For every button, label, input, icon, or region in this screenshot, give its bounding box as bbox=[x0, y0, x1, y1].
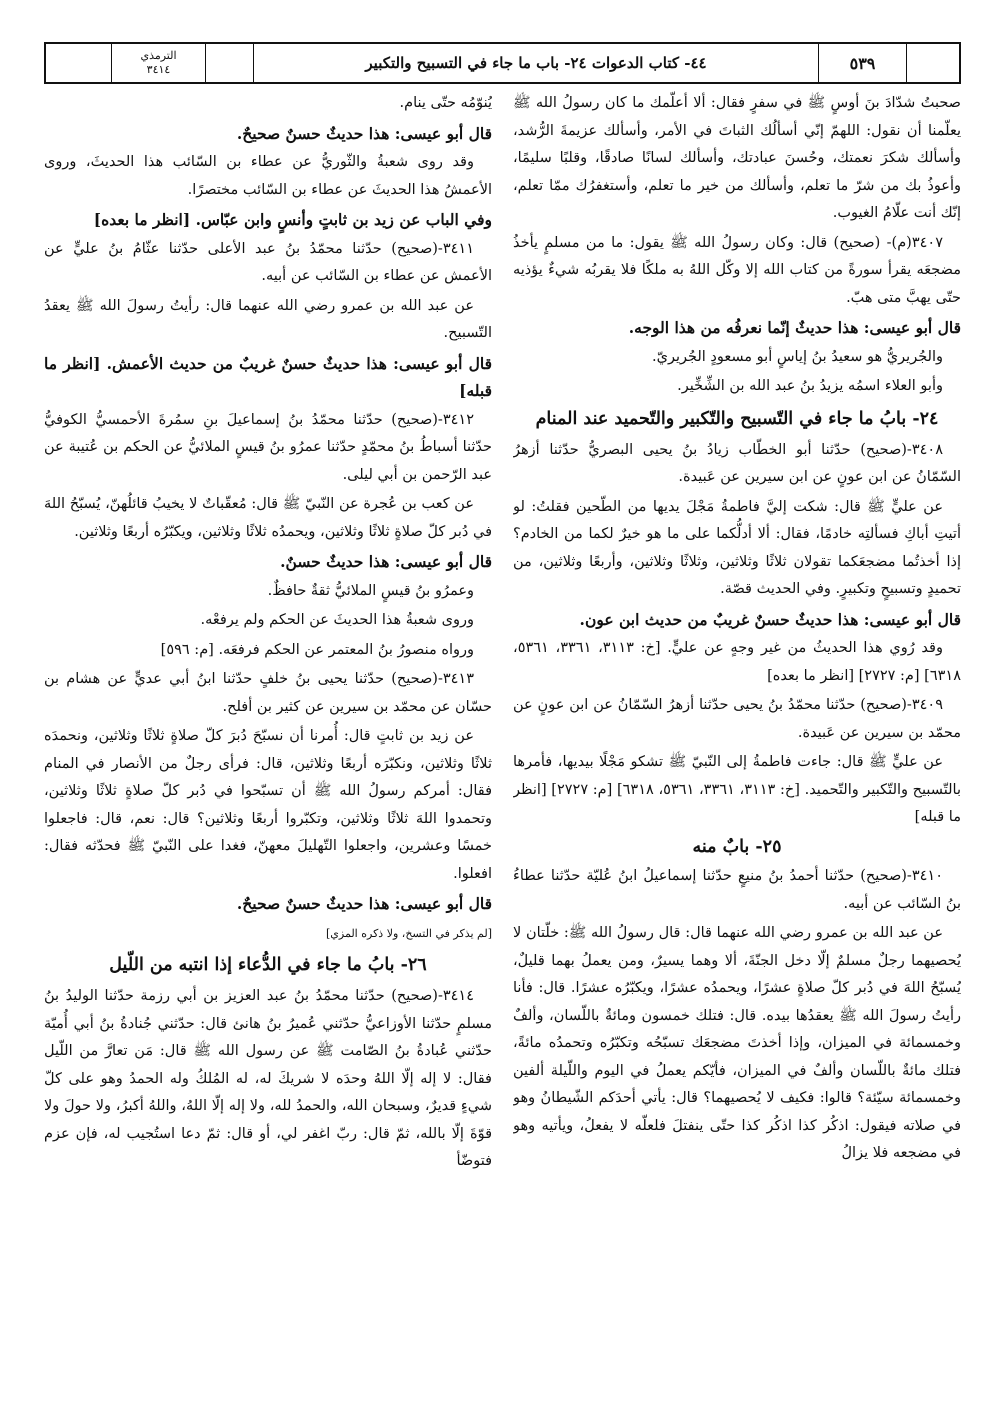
reference-note: [لم يذكر في التسخ، ولا ذكره المزي] bbox=[326, 926, 492, 940]
chapter-heading: ٢٤- بابُ ما جاء في التّسبيح والتّكبير والتّحميد عند المنام bbox=[535, 408, 939, 429]
reference-number: ٣٤١٤ bbox=[146, 63, 171, 76]
header-blank-cell bbox=[907, 44, 959, 82]
hadith-paragraph: ٣٤١١-(صحيح) حدّثنا محمّدُ بنُ عبد الأعلى حدّثنا عثّامُ بنُ عليٍّ عن الأعمش عن عطاء بن السّائب عن أبيه. bbox=[44, 240, 492, 284]
reference-book: الترمذي bbox=[140, 49, 177, 62]
hadith-paragraph: عن عليٍّ ﷺ قال: شكت إليَّ فاطمةُ مَجْلَ يديها من الطّحين فقلتُ: لو أتيتِ أباكِ فسألتِه خادمًا، فقال: ألا أدلُّكما على ما هو خيرٌ لكما من الخادم؟ إذا أخذتُما مضجعَكما تقولان ثلاثًا وثلاثين، وثلاثًا وثلاثين، وأربعًا وثلاثين، من تحميدٍ وتسبيحٍ وتكبيرٍ. وفي الحديث قصّة. bbox=[513, 498, 961, 597]
chapter-heading: ٢٥- بابٌ منه bbox=[692, 836, 782, 857]
grading-statement: قال أبو عيسى: هذا حديثٌ حسنٌ غريبٌ من حديث الأعمش. [انظر ما قبله] bbox=[44, 353, 492, 400]
hadith-paragraph: عن عبد الله بن عمرو رضي الله عنهما قال: قال رسولُ الله ﷺ: خلّتان لا يُحصيهما رجلٌ مسلمٌ إلّا دخل الجنّةَ، ألا وهما يسيرٌ، ومن يعملُ بهما قليلٌ، يُسبّحُ اللهَ في دُبر كلّ صلاةٍ عشرًا، ويحمدُه عشرًا، ويكبّرُه عشرًا. قال: فأنا رأيتُ رسولَ الله ﷺ يعقدُها بيده. قال: فتلك خمسون ومائةٌ باللّسان، وألفٌ وخمسمائة في الميزان، وإذا أخذتَ مضجعَك تسبّحُه وتكبّرُه وتحمدُه مائةً، فتلك مائةٌ باللّسان وألفٌ في الميزان، فأيّكم يعملُ في اليوم واللّيلة ألفين وخمسمائة سيّئة؟ قالوا: فكيف لا يُحصيهما؟ قال: يأتي أحدَكم الشّيطانُ وهو في صلاته فيقول: اذكُر كذا اذكُر كذا حتّى ينفتلَ فلعلّه لا يفعلُ، ويأتيه وهو في مضجعه فلا يزالُ bbox=[513, 925, 961, 1161]
hadith-paragraph: عن عليٍّ ﷺ قال: جاءت فاطمةُ إلى النّبيّ ﷺ تشكو مَجْلًا بيديها، فأمرها بالتّسبيح والتّكبير والتّحميد. [خ: ٣١١٣، ٣٣٦١، ٥٣٦١، ٦٣١٨] [م: ٢٧٢٧] [انظر ما قبله] bbox=[513, 754, 961, 825]
hadith-paragraph: وأبو العلاء اسمُه يزيدُ بنُ عبد الله بن الشِّخِّير. bbox=[677, 378, 943, 394]
hadith-paragraph: عن كعب بن عُجرة عن النّبيّ ﷺ قال: مُعقّباتٌ لا يخيبُ قائلُهنّ، يُسبّحُ اللهَ في دُبر كلّ صلاةٍ ثلاثًا وثلاثين، ويحمدُه ثلاثًا وثلاثين، ويكبّرُه أربعًا وثلاثين. bbox=[44, 496, 492, 540]
hadith-paragraph: صحبتُ شدّادَ بنَ أوسٍ ﷺ في سفرٍ فقال: ألا أعلّمك ما كان رسولُ الله ﷺ يعلّمنا أن نقول: اللهمّ إنّي أسألُك الثباتَ في الأمر، وأسألك عزيمةَ الرُّشد، وأسألك شكرَ نعمتك، وحُسنَ عبادتك، وأسألك لسانًا صادقًا، وقلبًا سليمًا، وأعوذُ بك من شرّ ما تعلم، وأسألك من خير ما تعلم، وأستغفرُك ممّا تعلم، إنّك أنت علّامُ الغيوب. bbox=[513, 95, 961, 221]
hadith-paragraph: وعمرُو بنُ قيسٍ الملائيُّ ثقةٌ حافظٌ. bbox=[267, 582, 474, 599]
header-blank-cell bbox=[206, 44, 254, 82]
hadith-paragraph: وقد روى شعبةُ والثّوريُّ عن عطاء بن السّائب هذا الحديثَ، وروى الأعمشُ هذا الحديثَ عن عطاء بن السّائب مختصرًا. bbox=[44, 154, 492, 198]
right-text-column bbox=[513, 90, 961, 1390]
header-blank-cell bbox=[46, 44, 112, 82]
grading-statement: قال أبو عيسى: هذا حديثٌ إنّما نعرفُه من هذا الوجه. bbox=[628, 318, 961, 337]
header-reference-cell bbox=[112, 44, 206, 82]
hadith-paragraph: وروى شعبةُ هذا الحديثَ عن الحكم ولم يرفعْه. bbox=[200, 612, 474, 628]
grading-statement: قال أبو عيسى: هذا حديثٌ حسنٌ صحيحٌ. bbox=[236, 123, 492, 143]
grading-statement: قال أبو عيسى: هذا حديثٌ حسنٌ صحيحٌ. bbox=[236, 894, 492, 913]
grading-statement: قال أبو عيسى: هذا حديثٌ حسنٌ. bbox=[280, 552, 492, 571]
page-header bbox=[44, 42, 961, 84]
grading-statement: وفي الباب عن زيد بن ثابتٍ وأنسٍ وابن عبّاس. [انظر ما بعده] bbox=[93, 210, 492, 229]
hadith-paragraph: ٣٤٠٧(م)- (صحيح) قال: وكان رسولُ الله ﷺ يقول: ما من مسلمٍ يأخذُ مضجعَه يقرأ سورةً من كتاب الله إلا وكّل اللهُ به ملكًا فلا يقربُه شيءٌ يؤذيه حتّى يهبَّ متى هبّ. bbox=[513, 234, 961, 306]
hadith-paragraph: عن زيد بن ثابتٍ قال: أُمرنا أن نسبّحَ دُبرَ كلّ صلاةٍ ثلاثًا وثلاثين، ونحمدَه ثلاثًا وثلاثين، ونكبّرَه أربعًا وثلاثين، قال: فرأى رجلٌ من الأنصار في المنام فقال: أمركم رسولُ الله ﷺ أن تسبّحوا في دُبر كلّ صلاةٍ ثلاثًا وثلاثين، وتحمدوا اللهَ ثلاثًا وثلاثين، وتكبّروا أربعًا وثلاثين؟ قال: نعم، قال: فاجعلوا خمسًا وعشرين، واجعلوا التّهليلَ معهنّ، فغدا على النّبيّ ﷺ فحدّثه فقال: افعلوا. bbox=[44, 728, 492, 882]
hadith-paragraph: ٣٤٠٨-(صحيح) حدّثنا أبو الخطّاب زيادُ بنُ يحيى البصريُّ حدّثنا أزهرُ السّمّانُ عن ابن عونٍ عن ابن سيرين عن عَبيدة. bbox=[513, 441, 961, 485]
hadith-paragraph: ٣٤٠٩-(صحيح) حدّثنا محمّدُ بنُ يحيى حدّثنا أزهرُ السّمّانُ عن ابن عونٍ عن محمّد بن سيرين عن عَبيدة. bbox=[513, 697, 961, 741]
hadith-paragraph: ٣٤١٢-(صحيح) حدّثنا محمّدُ بنُ إسماعيلَ بنِ سمُرةَ الأحمسيُّ الكوفيُّ حدّثنا أسباطُ بنُ محمّدٍ حدّثنا عمرُو بنُ قيسٍ الملائيُّ عن الحكم بن عُتيبة عن عبد الرّحمن بن أبي ليلى. bbox=[44, 411, 492, 483]
hadith-paragraph: وقد رُوي هذا الحديثُ من غير وجهٍ عن عليٍّ. [خ: ٣١١٣، ٣٣٦١، ٥٣٦١، ٦٣١٨] [م: ٢٧٢٧] [انظر ما بعده] bbox=[513, 640, 961, 684]
hadith-paragraph: يُنوّمُه حتّى ينام. bbox=[399, 95, 492, 111]
grading-statement: قال أبو عيسى: هذا حديثٌ حسنٌ غريبٌ من حديث ابن عون. bbox=[579, 609, 961, 629]
running-title: ٤٤- كتاب الدعوات ٢٤- باب ما جاء في التسبيح والتكبير bbox=[254, 44, 819, 82]
hadith-paragraph: عن عبد الله بن عمرو رضي الله عنهما قال: رأيتُ رسولَ الله ﷺ يعقدُ التّسبيح. bbox=[44, 297, 492, 341]
hadith-paragraph: والجُريريُّ هو سعيدُ بنُ إياسٍ أبو مسعودٍ الجُريريّ. bbox=[652, 348, 943, 365]
left-text-column bbox=[44, 90, 492, 1390]
page-number: ٥٣٩ bbox=[819, 44, 907, 82]
hadith-paragraph: ورواه منصورُ بنُ المعتمر عن الحكم فرفعَه. [م: ٥٩٦] bbox=[160, 641, 474, 658]
hadith-paragraph: ٣٤١٤-(صحيح) حدّثنا محمّدُ بنُ عبد العزيز بن أبي رزمة حدّثنا الوليدُ بنُ مسلمٍ حدّثنا الأوزاعيُّ حدّثني عُميرُ بنُ هانئ قال: حدّثني جُنادةُ بنُ أبي أُميّة حدّثني عُبادةُ بنُ الصّامت ﷺ عن رسول الله ﷺ قال: مَن تعارَّ من اللّيل فقال: لا إله إلّا اللهُ وحدَه لا شريكَ له، له المُلكُ وله الحمدُ وهو على كلّ شيءٍ قديرٌ، وسبحان الله، والحمدُ لله، ولا إله إلّا اللهُ، واللهُ أكبرُ، ولا حولَ ولا قوّةَ إلّا بالله، ثمّ قال: ربّ اغفر لي، أو قال: ثمّ دعا استُجيب له، فإن عزم فتوضّأ bbox=[44, 988, 492, 1169]
hadith-paragraph: ٣٤١٣-(صحيح) حدّثنا يحيى بنُ خلفٍ حدّثنا ابنُ أبي عديٍّ عن هشام بن حسّان عن محمّد بن سيرين عن كثير بن أفلح. bbox=[44, 671, 492, 715]
chapter-heading: ٢٦- بابُ ما جاء في الدُّعاء إذا انتبه من اللّيل bbox=[109, 955, 427, 975]
hadith-paragraph: ٣٤١٠-(صحيح) حدّثنا أحمدُ بنُ منيعٍ حدّثنا إسماعيلُ ابنُ عُليّة حدّثنا عطاءُ بنُ السّائب عن أبيه. bbox=[513, 868, 961, 912]
